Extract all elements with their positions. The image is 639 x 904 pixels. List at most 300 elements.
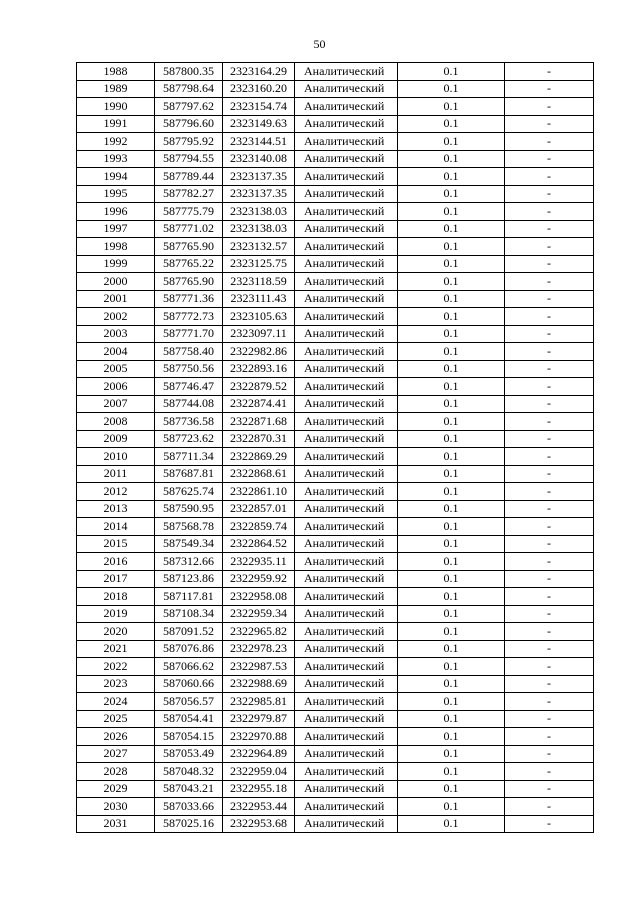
note-cell: - [505,308,594,326]
table-row [77,395,594,413]
note-cell: - [505,290,594,308]
method-cell: Аналитический [295,378,398,396]
note-cell: - [505,553,594,571]
y-coordinate-cell: 2322978.23 [223,640,295,658]
accuracy-cell: 0.1 [398,658,505,676]
method-cell: Аналитический [295,815,398,833]
point-number-cell: 2022 [77,658,155,676]
method-cell: Аналитический [295,710,398,728]
point-number-cell: 1994 [77,168,155,186]
y-coordinate-cell: 2322953.68 [223,815,295,833]
point-number-cell: 2004 [77,343,155,361]
x-coordinate-cell: 587549.34 [155,535,223,553]
coordinates-table-body [77,63,594,833]
x-coordinate-cell: 587033.66 [155,798,223,816]
y-coordinate-cell: 2322988.69 [223,675,295,693]
method-cell: Аналитический [295,623,398,641]
x-coordinate-cell: 587765.22 [155,255,223,273]
table-row [77,553,594,571]
note-cell: - [505,763,594,781]
y-coordinate-cell: 2322979.87 [223,710,295,728]
accuracy-cell: 0.1 [398,483,505,501]
point-number-cell: 2012 [77,483,155,501]
method-cell: Аналитический [295,780,398,798]
method-cell: Аналитический [295,115,398,133]
method-cell: Аналитический [295,168,398,186]
point-number-cell: 2007 [77,395,155,413]
table-row [77,780,594,798]
method-cell: Аналитический [295,763,398,781]
y-coordinate-cell: 2322964.89 [223,745,295,763]
y-coordinate-cell: 2322857.01 [223,500,295,518]
accuracy-cell: 0.1 [398,343,505,361]
table-row [77,360,594,378]
table-row [77,815,594,833]
method-cell: Аналитический [295,203,398,221]
table-row [77,325,594,343]
table-row [77,290,594,308]
method-cell: Аналитический [295,185,398,203]
accuracy-cell: 0.1 [398,588,505,606]
y-coordinate-cell: 2322864.52 [223,535,295,553]
accuracy-cell: 0.1 [398,500,505,518]
x-coordinate-cell: 587797.62 [155,98,223,116]
y-coordinate-cell: 2323132.57 [223,238,295,256]
method-cell: Аналитический [295,150,398,168]
method-cell: Аналитический [295,395,398,413]
method-cell: Аналитический [295,325,398,343]
point-number-cell: 2026 [77,728,155,746]
x-coordinate-cell: 587795.92 [155,133,223,151]
accuracy-cell: 0.1 [398,80,505,98]
x-coordinate-cell: 587771.36 [155,290,223,308]
point-number-cell: 1988 [77,63,155,81]
y-coordinate-cell: 2323140.08 [223,150,295,168]
x-coordinate-cell: 587054.15 [155,728,223,746]
point-number-cell: 2019 [77,605,155,623]
point-number-cell: 2023 [77,675,155,693]
x-coordinate-cell: 587800.35 [155,63,223,81]
y-coordinate-cell: 2322868.61 [223,465,295,483]
y-coordinate-cell: 2322935.11 [223,553,295,571]
note-cell: - [505,640,594,658]
note-cell: - [505,168,594,186]
x-coordinate-cell: 587048.32 [155,763,223,781]
accuracy-cell: 0.1 [398,798,505,816]
y-coordinate-cell: 2323144.51 [223,133,295,151]
accuracy-cell: 0.1 [398,290,505,308]
table-row [77,448,594,466]
y-coordinate-cell: 2323138.03 [223,203,295,221]
table-row [77,658,594,676]
note-cell: - [505,273,594,291]
note-cell: - [505,325,594,343]
point-number-cell: 1989 [77,80,155,98]
accuracy-cell: 0.1 [398,255,505,273]
x-coordinate-cell: 587782.27 [155,185,223,203]
method-cell: Аналитический [295,500,398,518]
y-coordinate-cell: 2322869.29 [223,448,295,466]
x-coordinate-cell: 587765.90 [155,273,223,291]
x-coordinate-cell: 587771.02 [155,220,223,238]
x-coordinate-cell: 587625.74 [155,483,223,501]
y-coordinate-cell: 2323105.63 [223,308,295,326]
note-cell: - [505,378,594,396]
accuracy-cell: 0.1 [398,448,505,466]
x-coordinate-cell: 587076.86 [155,640,223,658]
y-coordinate-cell: 2323125.75 [223,255,295,273]
accuracy-cell: 0.1 [398,395,505,413]
method-cell: Аналитический [295,220,398,238]
method-cell: Аналитический [295,658,398,676]
x-coordinate-cell: 587056.57 [155,693,223,711]
note-cell: - [505,658,594,676]
accuracy-cell: 0.1 [398,535,505,553]
point-number-cell: 1990 [77,98,155,116]
y-coordinate-cell: 2322959.92 [223,570,295,588]
accuracy-cell: 0.1 [398,780,505,798]
point-number-cell: 2030 [77,798,155,816]
note-cell: - [505,570,594,588]
point-number-cell: 2025 [77,710,155,728]
method-cell: Аналитический [295,518,398,536]
accuracy-cell: 0.1 [398,203,505,221]
note-cell: - [505,815,594,833]
x-coordinate-cell: 587312.66 [155,553,223,571]
y-coordinate-cell: 2322874.41 [223,395,295,413]
accuracy-cell: 0.1 [398,185,505,203]
accuracy-cell: 0.1 [398,273,505,291]
y-coordinate-cell: 2323118.59 [223,273,295,291]
table-row [77,63,594,81]
table-row [77,273,594,291]
x-coordinate-cell: 587771.70 [155,325,223,343]
method-cell: Аналитический [295,98,398,116]
point-number-cell: 1991 [77,115,155,133]
accuracy-cell: 0.1 [398,553,505,571]
table-row [77,675,594,693]
x-coordinate-cell: 587054.41 [155,710,223,728]
accuracy-cell: 0.1 [398,693,505,711]
point-number-cell: 2011 [77,465,155,483]
note-cell: - [505,675,594,693]
method-cell: Аналитический [295,448,398,466]
point-number-cell: 1997 [77,220,155,238]
accuracy-cell: 0.1 [398,325,505,343]
table-row [77,535,594,553]
y-coordinate-cell: 2322859.74 [223,518,295,536]
x-coordinate-cell: 587723.62 [155,430,223,448]
table-row [77,203,594,221]
y-coordinate-cell: 2322879.52 [223,378,295,396]
x-coordinate-cell: 587066.62 [155,658,223,676]
x-coordinate-cell: 587775.79 [155,203,223,221]
table-row [77,588,594,606]
accuracy-cell: 0.1 [398,430,505,448]
table-row [77,255,594,273]
method-cell: Аналитический [295,360,398,378]
table-row [77,483,594,501]
note-cell: - [505,255,594,273]
point-number-cell: 1993 [77,150,155,168]
table-row [77,80,594,98]
accuracy-cell: 0.1 [398,763,505,781]
note-cell: - [505,343,594,361]
point-number-cell: 2020 [77,623,155,641]
y-coordinate-cell: 2322959.34 [223,605,295,623]
table-row [77,308,594,326]
note-cell: - [505,710,594,728]
note-cell: - [505,220,594,238]
accuracy-cell: 0.1 [398,168,505,186]
note-cell: - [505,203,594,221]
x-coordinate-cell: 587108.34 [155,605,223,623]
accuracy-cell: 0.1 [398,710,505,728]
x-coordinate-cell: 587568.78 [155,518,223,536]
x-coordinate-cell: 587590.95 [155,500,223,518]
accuracy-cell: 0.1 [398,745,505,763]
x-coordinate-cell: 587025.16 [155,815,223,833]
table-row [77,518,594,536]
table-row [77,710,594,728]
method-cell: Аналитический [295,413,398,431]
note-cell: - [505,798,594,816]
method-cell: Аналитический [295,693,398,711]
x-coordinate-cell: 587798.64 [155,80,223,98]
accuracy-cell: 0.1 [398,623,505,641]
x-coordinate-cell: 587043.21 [155,780,223,798]
y-coordinate-cell: 2322987.53 [223,658,295,676]
x-coordinate-cell: 587794.55 [155,150,223,168]
method-cell: Аналитический [295,465,398,483]
accuracy-cell: 0.1 [398,220,505,238]
table-row [77,605,594,623]
point-number-cell: 2002 [77,308,155,326]
note-cell: - [505,413,594,431]
y-coordinate-cell: 2322953.44 [223,798,295,816]
y-coordinate-cell: 2322958.08 [223,588,295,606]
table-row [77,640,594,658]
x-coordinate-cell: 587765.90 [155,238,223,256]
method-cell: Аналитический [295,238,398,256]
x-coordinate-cell: 587796.60 [155,115,223,133]
x-coordinate-cell: 587772.73 [155,308,223,326]
x-coordinate-cell: 587053.49 [155,745,223,763]
x-coordinate-cell: 587736.58 [155,413,223,431]
accuracy-cell: 0.1 [398,378,505,396]
method-cell: Аналитический [295,343,398,361]
note-cell: - [505,63,594,81]
point-number-cell: 2001 [77,290,155,308]
point-number-cell: 2008 [77,413,155,431]
table-row [77,133,594,151]
point-number-cell: 2028 [77,763,155,781]
x-coordinate-cell: 587060.66 [155,675,223,693]
y-coordinate-cell: 2323149.63 [223,115,295,133]
accuracy-cell: 0.1 [398,308,505,326]
accuracy-cell: 0.1 [398,605,505,623]
accuracy-cell: 0.1 [398,115,505,133]
y-coordinate-cell: 2323137.35 [223,168,295,186]
table-row [77,693,594,711]
point-number-cell: 2031 [77,815,155,833]
point-number-cell: 1996 [77,203,155,221]
method-cell: Аналитический [295,273,398,291]
method-cell: Аналитический [295,80,398,98]
method-cell: Аналитический [295,430,398,448]
table-row [77,168,594,186]
page-number: 50 [313,37,326,51]
note-cell: - [505,518,594,536]
accuracy-cell: 0.1 [398,640,505,658]
note-cell: - [505,430,594,448]
note-cell: - [505,465,594,483]
point-number-cell: 1998 [77,238,155,256]
method-cell: Аналитический [295,133,398,151]
note-cell: - [505,98,594,116]
method-cell: Аналитический [295,640,398,658]
y-coordinate-cell: 2322893.16 [223,360,295,378]
accuracy-cell: 0.1 [398,133,505,151]
note-cell: - [505,238,594,256]
note-cell: - [505,185,594,203]
accuracy-cell: 0.1 [398,728,505,746]
accuracy-cell: 0.1 [398,413,505,431]
accuracy-cell: 0.1 [398,675,505,693]
note-cell: - [505,133,594,151]
method-cell: Аналитический [295,290,398,308]
method-cell: Аналитический [295,535,398,553]
x-coordinate-cell: 587750.56 [155,360,223,378]
y-coordinate-cell: 2323154.74 [223,98,295,116]
accuracy-cell: 0.1 [398,570,505,588]
note-cell: - [505,780,594,798]
y-coordinate-cell: 2323137.35 [223,185,295,203]
x-coordinate-cell: 587687.81 [155,465,223,483]
x-coordinate-cell: 587746.47 [155,378,223,396]
table-row [77,98,594,116]
method-cell: Аналитический [295,588,398,606]
y-coordinate-cell: 2322870.31 [223,430,295,448]
y-coordinate-cell: 2322955.18 [223,780,295,798]
point-number-cell: 1992 [77,133,155,151]
point-number-cell: 2009 [77,430,155,448]
point-number-cell: 2018 [77,588,155,606]
table-row [77,343,594,361]
accuracy-cell: 0.1 [398,63,505,81]
x-coordinate-cell: 587117.81 [155,588,223,606]
table-row [77,798,594,816]
table-row [77,465,594,483]
y-coordinate-cell: 2322861.10 [223,483,295,501]
note-cell: - [505,483,594,501]
note-cell: - [505,360,594,378]
table-row [77,728,594,746]
point-number-cell: 2015 [77,535,155,553]
method-cell: Аналитический [295,308,398,326]
x-coordinate-cell: 587744.08 [155,395,223,413]
point-number-cell: 2016 [77,553,155,571]
method-cell: Аналитический [295,798,398,816]
table-row [77,185,594,203]
table-row [77,115,594,133]
y-coordinate-cell: 2323138.03 [223,220,295,238]
y-coordinate-cell: 2322965.82 [223,623,295,641]
table-row [77,238,594,256]
point-number-cell: 2014 [77,518,155,536]
accuracy-cell: 0.1 [398,465,505,483]
note-cell: - [505,80,594,98]
table-row [77,570,594,588]
method-cell: Аналитический [295,675,398,693]
point-number-cell: 2010 [77,448,155,466]
table-row [77,413,594,431]
point-number-cell: 2006 [77,378,155,396]
y-coordinate-cell: 2322982.86 [223,343,295,361]
y-coordinate-cell: 2322959.04 [223,763,295,781]
point-number-cell: 2005 [77,360,155,378]
method-cell: Аналитический [295,63,398,81]
note-cell: - [505,535,594,553]
note-cell: - [505,693,594,711]
y-coordinate-cell: 2323164.29 [223,63,295,81]
point-number-cell: 2017 [77,570,155,588]
accuracy-cell: 0.1 [398,150,505,168]
y-coordinate-cell: 2323160.20 [223,80,295,98]
note-cell: - [505,115,594,133]
method-cell: Аналитический [295,255,398,273]
table-row [77,745,594,763]
x-coordinate-cell: 587711.34 [155,448,223,466]
method-cell: Аналитический [295,570,398,588]
note-cell: - [505,395,594,413]
table-row [77,500,594,518]
y-coordinate-cell: 2323111.43 [223,290,295,308]
point-number-cell: 1999 [77,255,155,273]
x-coordinate-cell: 587091.52 [155,623,223,641]
x-coordinate-cell: 587758.40 [155,343,223,361]
accuracy-cell: 0.1 [398,238,505,256]
point-number-cell: 2021 [77,640,155,658]
table-row [77,150,594,168]
y-coordinate-cell: 2323097.11 [223,325,295,343]
note-cell: - [505,728,594,746]
point-number-cell: 2027 [77,745,155,763]
accuracy-cell: 0.1 [398,98,505,116]
point-number-cell: 2003 [77,325,155,343]
coordinates-table [76,62,594,833]
note-cell: - [505,150,594,168]
y-coordinate-cell: 2322871.68 [223,413,295,431]
method-cell: Аналитический [295,745,398,763]
point-number-cell: 2024 [77,693,155,711]
note-cell: - [505,500,594,518]
note-cell: - [505,623,594,641]
point-number-cell: 1995 [77,185,155,203]
note-cell: - [505,588,594,606]
table-row [77,220,594,238]
method-cell: Аналитический [295,605,398,623]
y-coordinate-cell: 2322970.88 [223,728,295,746]
method-cell: Аналитический [295,483,398,501]
y-coordinate-cell: 2322985.81 [223,693,295,711]
accuracy-cell: 0.1 [398,360,505,378]
point-number-cell: 2029 [77,780,155,798]
method-cell: Аналитический [295,553,398,571]
accuracy-cell: 0.1 [398,815,505,833]
point-number-cell: 2013 [77,500,155,518]
x-coordinate-cell: 587123.86 [155,570,223,588]
